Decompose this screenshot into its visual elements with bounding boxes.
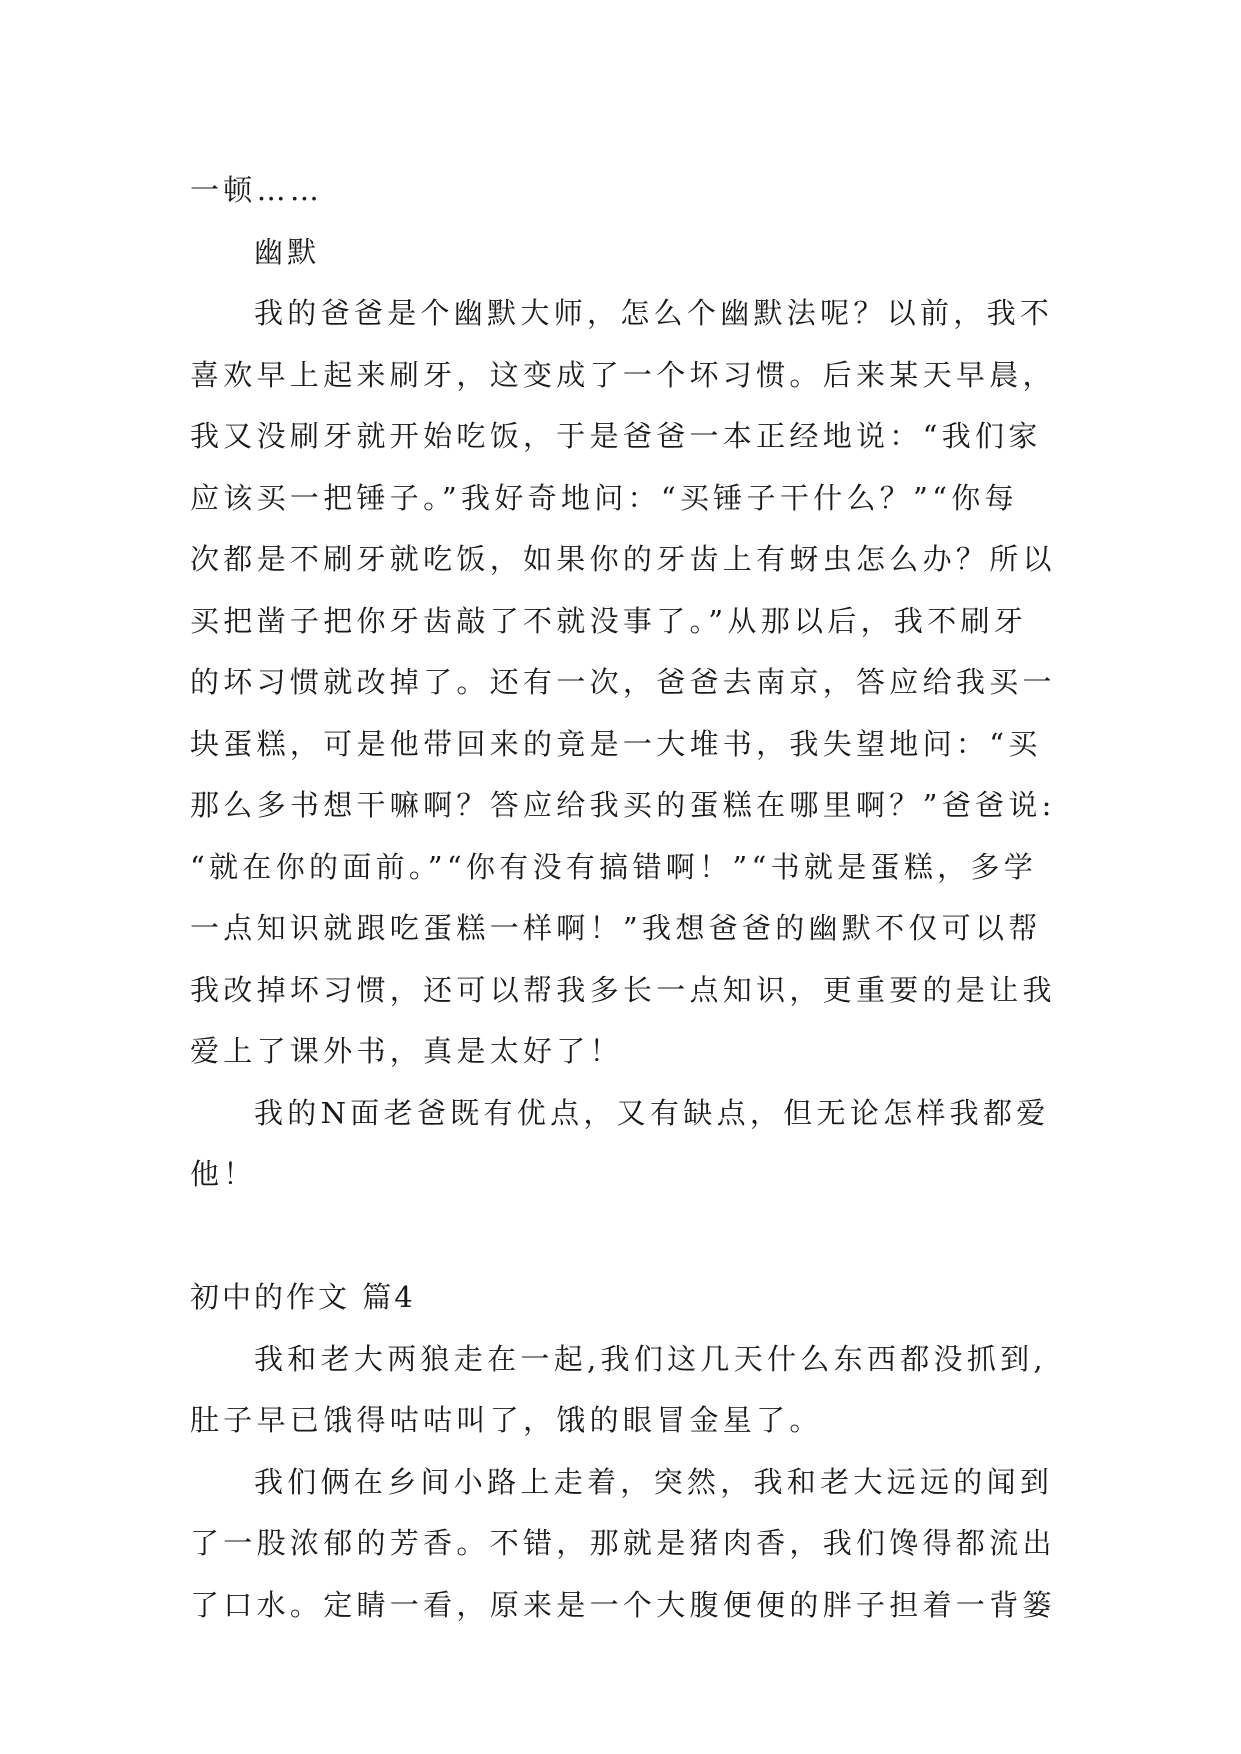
paragraph-line: 肚子早已饿得咕咕叫了，饿的眼冒金星了。 bbox=[190, 1403, 823, 1437]
paragraph-line: 买把凿子把你牙齿敲了不就没事了。”从那以后，我不刷牙 bbox=[190, 603, 1028, 638]
paragraph-line: 应该买一把锤子。”我好奇地问：“买锤子干什么？”“你每 bbox=[190, 480, 1018, 515]
article-title: 初中的作文 篇4 bbox=[190, 1280, 416, 1314]
paragraph-line: 爱上了课外书，真是太好了！ bbox=[190, 1034, 623, 1068]
paragraph-line: 我的爸爸是个幽默大师，怎么个幽默法呢？以前，我不 bbox=[254, 296, 1054, 330]
paragraph-wolves-intro bbox=[190, 1329, 1050, 1452]
paragraph-line: 的坏习惯就改掉了。还有一次，爸爸去南京，答应给我买一 bbox=[190, 665, 1056, 699]
paragraph-line: 那么多书想干嘛啊？答应给我买的蛋糕在哪里啊？”爸爸说: bbox=[190, 788, 1056, 822]
paragraph-line: “就在你的面前。”“你有没有搞错啊！”“书就是蛋糕，多学 bbox=[190, 849, 1038, 884]
paragraph-line: 我改掉坏习惯，还可以帮我多长一点知识，更重要的是让我 bbox=[190, 972, 1056, 1007]
paragraph-line: 块蛋糕，可是他带回来的竟是一大堆书，我失望地问：“买 bbox=[190, 726, 1042, 761]
section-spacer bbox=[190, 1206, 1050, 1268]
paragraph-line: 一点知识就跟吃蛋糕一样啊！”我想爸爸的幽默不仅可以帮 bbox=[190, 911, 1042, 945]
document-page bbox=[190, 160, 1056, 1636]
paragraph-line: 次都是不刷牙就吃饭，如果你的牙齿上有蚜虫怎么办？所以 bbox=[190, 542, 1056, 576]
paragraph-line: 我又没刷牙就开始吃饭，于是爸爸一本正经地说：“我们家 bbox=[190, 419, 1042, 453]
intro-line: 一顿…… bbox=[190, 173, 324, 207]
paragraph-conclusion bbox=[190, 1083, 1050, 1206]
paragraph-line: 我的N面老爸既有优点，又有缺点，但无论怎样我都爱 bbox=[254, 1095, 1050, 1130]
paragraph-line: 喜欢早上起来刷牙，这变成了一个坏习惯。后来某天早晨， bbox=[190, 357, 1056, 392]
paragraph-line: 了一股浓郁的芳香。不错，那就是猪肉香，我们馋得都流出 bbox=[190, 1526, 1056, 1560]
paragraph-line: 我和老大两狼走在一起,我们这几天什么东西都没抓到, bbox=[254, 1341, 1047, 1376]
paragraph-line: 他！ bbox=[190, 1157, 257, 1191]
paragraph-humor-story bbox=[190, 283, 1056, 1083]
section-heading: 幽默 bbox=[254, 234, 321, 269]
paragraph-wolves-scent bbox=[190, 1452, 1056, 1637]
paragraph-line: 了口水。定睛一看，原来是一个大腹便便的胖子担着一背篓 bbox=[190, 1587, 1056, 1622]
paragraph-line: 我们俩在乡间小路上走着，突然，我和老大远远的闻到 bbox=[254, 1464, 1054, 1499]
